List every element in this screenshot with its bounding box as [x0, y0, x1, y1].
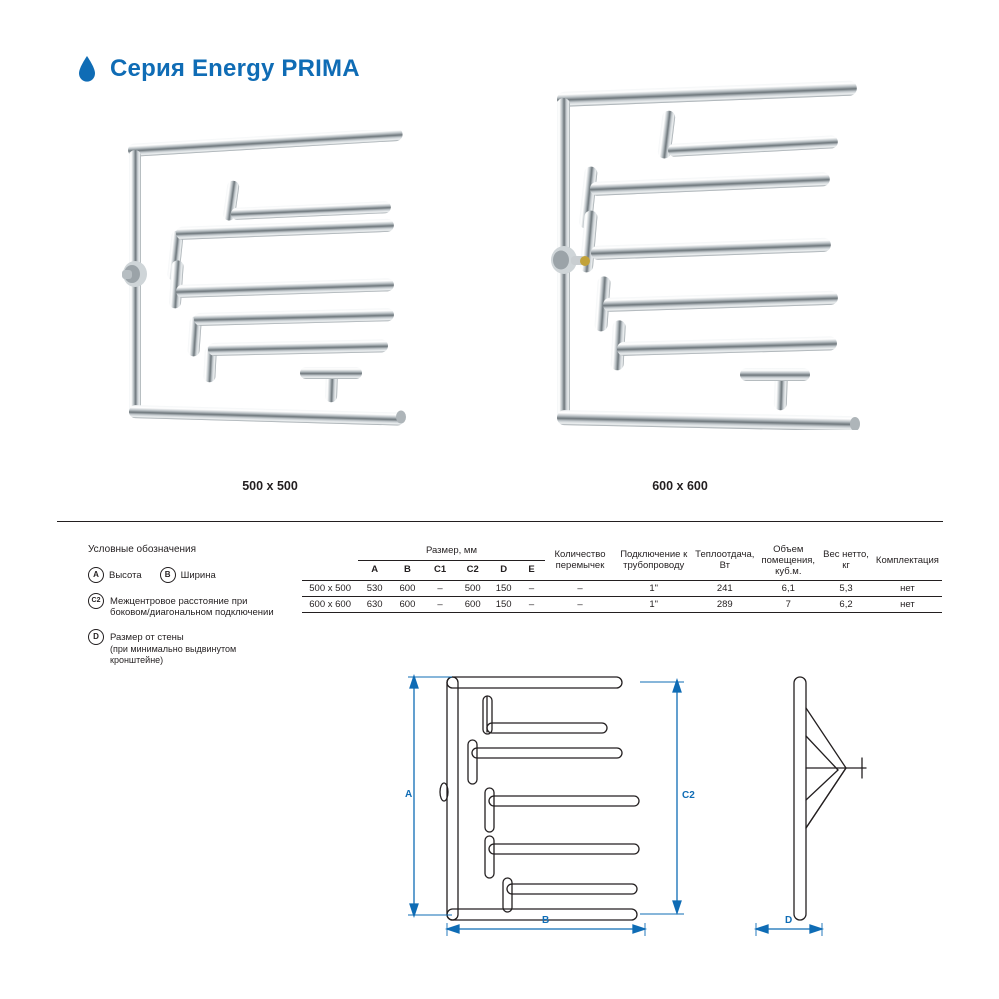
cell-connection: 1"	[649, 598, 659, 610]
legend-label-a: Высота	[109, 569, 142, 581]
th-blank	[302, 543, 358, 561]
legend-label-c2: Межцентровое расстояние при боковом/диагональном подключении	[110, 595, 274, 619]
cell-c1: –	[437, 598, 443, 610]
th-kit: Комплектация	[875, 554, 939, 566]
badge-c2: C2	[88, 593, 104, 609]
cell-model: 600 x 600	[309, 598, 351, 610]
dim-label-d: D	[785, 915, 793, 926]
th-connection: Подключение к трубопроводу	[620, 549, 688, 572]
cell-bridges: –	[577, 598, 583, 610]
cell-c1: –	[437, 582, 443, 594]
dim-label-a: A	[405, 789, 413, 800]
cell-e: –	[528, 598, 535, 610]
legend-sub-d: (при минимально выдвинутом кронштейне)	[110, 644, 237, 666]
table-row	[302, 580, 942, 596]
cell-connection: 1"	[649, 582, 659, 594]
cell-volume: 6,1	[781, 582, 795, 594]
spec-table-wrap	[302, 543, 942, 613]
legend-row-c2	[88, 594, 288, 620]
caption-500: 500 x 500	[242, 479, 298, 493]
divider	[57, 521, 943, 522]
spec-table	[302, 543, 942, 613]
water-drop-icon	[78, 56, 96, 82]
cell-heat: 289	[716, 598, 733, 610]
th-e: E	[528, 564, 535, 576]
cell-a: 530	[366, 582, 383, 594]
cell-c2: 500	[464, 582, 481, 594]
cell-b: 600	[399, 598, 416, 610]
th-a: A	[371, 564, 379, 576]
cell-d: 150	[495, 598, 512, 610]
cell-weight: 5,3	[839, 582, 853, 594]
th-size-group: Размер, мм	[358, 543, 544, 561]
cell-weight: 6,2	[839, 598, 853, 610]
table-row	[302, 596, 942, 612]
cell-volume: 7	[785, 598, 791, 610]
caption-600: 600 x 600	[652, 479, 708, 493]
cell-bridges: –	[577, 582, 583, 594]
legend-row-ab	[88, 568, 288, 583]
badge-d: D	[88, 629, 104, 645]
cell-d: 150	[495, 582, 512, 594]
cell-model: 500 x 500	[309, 582, 351, 594]
th-b: B	[404, 564, 411, 576]
th-weight: Вес нетто, кг	[823, 549, 869, 572]
dim-label-b: B	[542, 915, 550, 926]
th-model	[302, 561, 358, 581]
th-volume: Объем помещения, куб.м.	[761, 544, 816, 577]
technical-drawings	[0, 640, 999, 970]
cell-e: –	[528, 582, 535, 594]
legend-label-d: Размер от стены	[110, 632, 184, 644]
legend-title: Условные обозначения	[88, 544, 197, 555]
legend-label-b: Ширина	[180, 569, 216, 581]
cell-kit: нет	[900, 598, 915, 610]
cell-kit: нет	[900, 582, 915, 594]
towel-rail-500-image	[100, 130, 430, 440]
page-title: Серия Energy PRIMA	[110, 55, 360, 82]
cell-a: 630	[366, 598, 383, 610]
th-c2: C2	[466, 564, 479, 576]
th-heat: Теплоотдача, Вт	[695, 549, 755, 572]
cell-b: 600	[399, 582, 416, 594]
th-bridges: Количество перемычек	[554, 549, 606, 572]
cell-c2: 600	[464, 598, 481, 610]
badge-b: B	[160, 567, 176, 583]
th-d: D	[500, 564, 508, 576]
cell-heat: 241	[716, 582, 733, 594]
th-c1: C1	[433, 564, 447, 576]
page-header	[78, 55, 360, 83]
dim-label-c2: C2	[682, 790, 695, 801]
badge-a: A	[88, 567, 104, 583]
towel-rail-600-image	[535, 80, 875, 430]
